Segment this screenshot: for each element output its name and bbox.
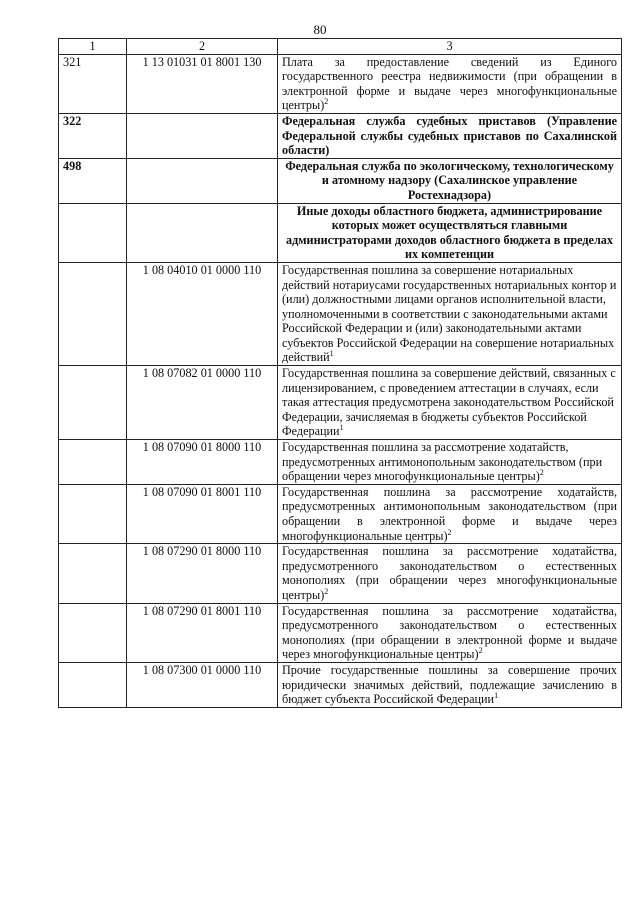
revenue-code: 1 13 01031 01 8001 130 <box>127 54 278 113</box>
revenue-code: 1 08 07082 01 0000 110 <box>127 366 278 440</box>
revenue-code: 1 08 04010 01 0000 110 <box>127 262 278 365</box>
table-row <box>59 113 622 158</box>
table-header-row <box>59 39 622 55</box>
table-row <box>59 603 622 662</box>
footnote-mark: 2 <box>324 97 329 107</box>
table-row <box>59 366 622 440</box>
table-row <box>59 662 622 707</box>
row-number <box>59 262 127 365</box>
row-number: 321 <box>59 54 127 113</box>
row-number <box>59 366 127 440</box>
revenue-description: Государственная пошлина за рассмотрение ходатайств, предусмотренных антимонопольным законодательством (при обращении через многофункциональные центры)$^2$ <box>278 440 622 485</box>
revenue-code <box>127 113 278 158</box>
row-number <box>59 662 127 707</box>
section-heading: Иные доходы областного бюджета, администрирование которых может осуществляться главными администраторами доходов областного бюджета в пределах их компетенции <box>278 203 622 262</box>
revenue-code: 1 08 07290 01 8000 110 <box>127 544 278 603</box>
row-number: 322 <box>59 113 127 158</box>
revenue-code: 1 08 07090 01 8000 110 <box>127 440 278 485</box>
administrator-name: Федеральная служба по экологическому, технологическому и атомному надзору (Сахалинское управление Ростехнадзора) <box>278 158 622 203</box>
header-col-3: 3 <box>278 39 622 55</box>
row-number: 498 <box>59 158 127 203</box>
revenue-code: 1 08 07300 01 0000 110 <box>127 662 278 707</box>
table-row <box>59 54 622 113</box>
revenue-code <box>127 158 278 203</box>
row-number <box>59 484 127 543</box>
row-number <box>59 603 127 662</box>
table-row <box>59 203 622 262</box>
revenue-code: 1 08 07090 01 8001 110 <box>127 484 278 543</box>
footnote-mark: 2 <box>478 646 483 656</box>
footnote-mark: 2 <box>539 468 544 478</box>
table-row <box>59 262 622 365</box>
revenue-table <box>58 38 622 708</box>
revenue-description: Государственная пошлина за совершение нотариальных действий нотариусами государственных нотариальных контор и (или) должностными лицами органов исполнительной власти, уполномоченными в соответствии с законодательными актами Российской Федерации и (или) законодательными актами субъектов Российской Федерации на совершение нотариальных действий$^1$ <box>278 262 622 365</box>
header-col-1: 1 <box>59 39 127 55</box>
revenue-description: Государственная пошлина за совершение действий, связанных с лицензированием, с проведением аттестации в случаях, если такая аттестация предусмотрена законодательством Российской Федерации, зачисляемая в бюджеты субъектов Российской Федерации$^1$ <box>278 366 622 440</box>
revenue-description: Прочие государственные пошлины за совершение прочих юридически значимых действий, подлежащие зачислению в бюджет субъекта Российской Федерации$^1$ <box>278 662 622 707</box>
table-row <box>59 440 622 485</box>
page-number: 80 <box>313 22 327 37</box>
row-number <box>59 544 127 603</box>
footnote-mark: 1 <box>494 691 499 701</box>
footnote-mark: 1 <box>339 423 344 433</box>
revenue-description: Плата за предоставление сведений из Единого государственного реестра недвижимости (при обращении в электронной форме и выдаче через многофункциональные центры)$^2$ <box>278 54 622 113</box>
footnote-mark: 2 <box>324 586 329 596</box>
revenue-description: Государственная пошлина за рассмотрение ходатайств, предусмотренных антимонопольным законодательством (при обращении в электронной форме и выдаче через многофункциональные центры)$^2$ <box>278 484 622 543</box>
revenue-code <box>127 203 278 262</box>
header-col-2: 2 <box>127 39 278 55</box>
revenue-description: Государственная пошлина за рассмотрение ходатайства, предусмотренного законодательством о естественных монополиях (при обращении в электронной форме и выдаче через многофункциональные центры)$^2$ <box>278 603 622 662</box>
table-row <box>59 544 622 603</box>
footnote-mark: 1 <box>329 349 334 359</box>
row-number <box>59 440 127 485</box>
table-row <box>59 484 622 543</box>
row-number <box>59 203 127 262</box>
revenue-code: 1 08 07290 01 8001 110 <box>127 603 278 662</box>
revenue-description: Государственная пошлина за рассмотрение ходатайства, предусмотренного законодательством о естественных монополиях (при обращении через многофункциональные центры)$^2$ <box>278 544 622 603</box>
table-row <box>59 158 622 203</box>
administrator-name: Федеральная служба судебных приставов (Управление Федеральной службы судебных приставов по Сахалинской области) <box>278 113 622 158</box>
footnote-mark: 2 <box>447 527 452 537</box>
